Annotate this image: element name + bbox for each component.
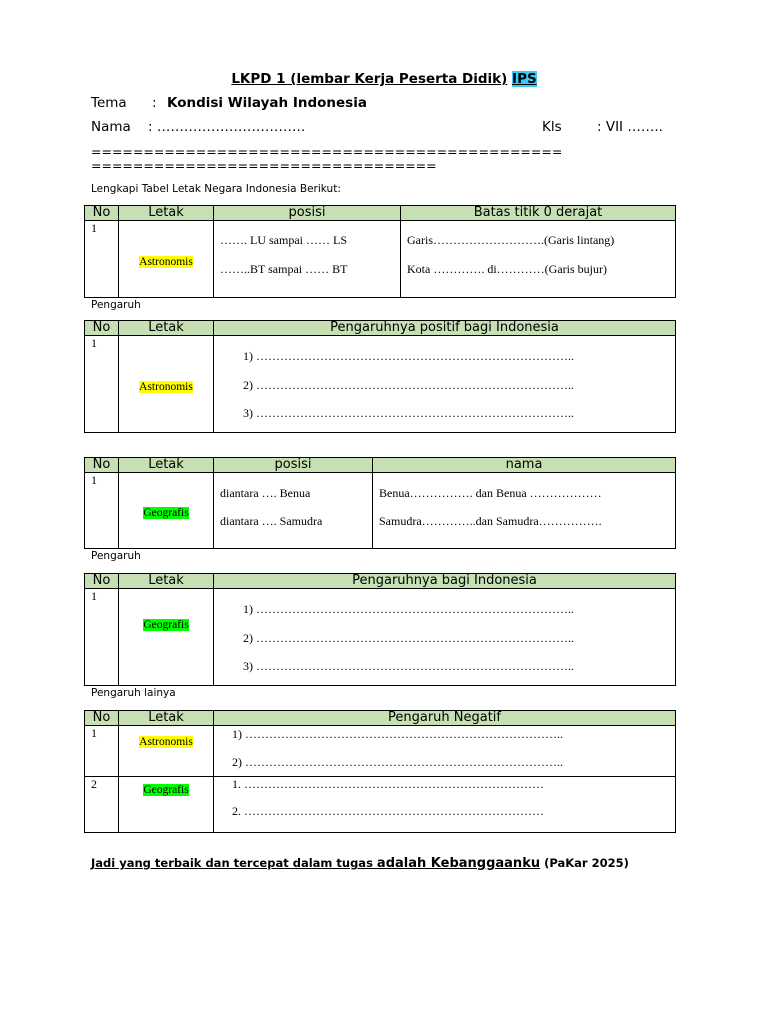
footer-motto [91, 856, 629, 871]
col-header-no: No [85, 206, 119, 221]
letak-astronomis: Astronomis [139, 736, 193, 748]
table-astronomis-posisi [84, 205, 676, 298]
letak-astronomis: Astronomis [139, 255, 193, 268]
row-number [85, 473, 119, 549]
label-pengaruh: Pengaruh [91, 299, 141, 311]
pengaruh-item-1[interactable]: 1) …………………………………………………………………….. [243, 602, 574, 616]
page-title [0, 71, 768, 87]
pengaruh-item-2[interactable]: 2) …………………………………………………………………….. [243, 631, 574, 645]
batas-garis-field[interactable]: Garis……………………….(Garis lintang) [407, 233, 615, 247]
posisi-cell [214, 473, 373, 549]
kls-label: Kls [542, 119, 562, 135]
table-pengaruh-negatif [84, 710, 676, 833]
letak-geografis: Geografis [143, 619, 189, 631]
letak-cell [119, 777, 214, 833]
separator-line-1: ============================================= [91, 144, 563, 159]
footer-part-3: (PaKar 2025) [540, 856, 629, 870]
col-header-letak: Letak [119, 206, 214, 221]
col-header-no: No [85, 574, 119, 589]
row-number [85, 726, 119, 777]
col-header-pengaruh-negatif: Pengaruh Negatif [214, 711, 676, 726]
tema-value: Kondisi Wilayah Indonesia [167, 95, 367, 111]
tema-colon: : [152, 95, 157, 111]
batas-kota-field[interactable]: Kota …………. di…………(Garis bujur) [407, 262, 607, 276]
separator-line-2: ================================= [91, 158, 437, 173]
letak-geografis: Geografis [143, 507, 189, 519]
nama-cell [373, 473, 676, 549]
posisi-lintang-field[interactable]: ……. LU sampai …… LS [220, 233, 347, 247]
col-header-posisi: posisi [214, 206, 401, 221]
label-pengaruh-lainya: Pengaruh lainya [91, 687, 176, 699]
letak-cell [119, 589, 214, 686]
title-main: LKPD 1 (lembar Kerja Peserta Didik) [231, 71, 508, 87]
col-header-pengaruh-positif: Pengaruhnya positif bagi Indonesia [214, 321, 676, 336]
row-number [85, 777, 119, 833]
row-number [85, 589, 119, 686]
tema-label: Tema [91, 95, 127, 111]
col-header-letak: Letak [119, 321, 214, 336]
col-header-no: No [85, 458, 119, 473]
col-header-no: No [85, 321, 119, 336]
negatif-geografis-item-1[interactable]: 1. ………………………………………………………………… [232, 777, 544, 791]
col-header-nama: nama [373, 458, 676, 473]
col-header-batas: Batas titik 0 derajat [401, 206, 676, 221]
posisi-cell [214, 221, 401, 298]
row-number-text: 2 [91, 777, 97, 791]
pengaruh-item-3[interactable]: 3) …………………………………………………………………….. [243, 659, 574, 673]
batas-cell [401, 221, 676, 298]
table-geografis-posisi [84, 457, 676, 549]
letak-cell [119, 726, 214, 777]
negatif-astronomis-item-1[interactable]: 1) …………………………………………………………………….. [232, 727, 563, 741]
letak-geografis: Geografis [143, 784, 189, 796]
row-number-text: 1 [91, 221, 97, 235]
letak-astronomis: Astronomis [139, 380, 193, 393]
negatif-geografis-item-2[interactable]: 2. ………………………………………………………………… [232, 804, 544, 818]
footer-part-1: Jadi yang terbaik dan tercepat dalam tugas [91, 856, 377, 870]
footer-part-2: adalah Kebanggaanku [376, 856, 541, 871]
col-header-letak: Letak [119, 711, 214, 726]
label-pengaruh: Pengaruh [91, 550, 141, 562]
nama-field[interactable]: : …………………………… [148, 119, 306, 135]
pengaruh-item-1[interactable]: 1) …………………………………………………………………….. [243, 349, 574, 363]
posisi-samudra-field[interactable]: diantara …. Samudra [220, 514, 323, 528]
pengaruh-item-2[interactable]: 2) …………………………………………………………………….. [243, 378, 574, 392]
pengaruh-list-cell [214, 336, 676, 433]
row-number-text: 1 [91, 726, 97, 740]
title-ips: IPS [512, 71, 537, 87]
row-number-text: 1 [91, 473, 97, 487]
pengaruh-list-cell [214, 589, 676, 686]
table-pengaruh-astronomis [84, 320, 676, 433]
negatif-list-cell [214, 777, 676, 833]
col-header-letak: Letak [119, 458, 214, 473]
row-number [85, 336, 119, 433]
nama-benua-field[interactable]: Benua……………. dan Benua ……………… [379, 486, 602, 500]
col-header-posisi: posisi [214, 458, 373, 473]
instruction-text: Lengkapi Tabel Letak Negara Indonesia Berikut: [91, 183, 341, 195]
letak-cell [119, 221, 214, 298]
col-header-letak: Letak [119, 574, 214, 589]
table-pengaruh-geografis [84, 573, 676, 686]
row-number-text: 1 [91, 589, 97, 603]
posisi-benua-field[interactable]: diantara …. Benua [220, 486, 311, 500]
posisi-bujur-field[interactable]: ……..BT sampai …… BT [220, 262, 348, 276]
row-number [85, 221, 119, 298]
pengaruh-item-3[interactable]: 3) …………………………………………………………………….. [243, 406, 574, 420]
col-header-pengaruh: Pengaruhnya bagi Indonesia [214, 574, 676, 589]
letak-cell [119, 473, 214, 549]
row-number-text: 1 [91, 336, 97, 350]
negatif-list-cell [214, 726, 676, 777]
negatif-astronomis-item-2[interactable]: 2) …………………………………………………………………….. [232, 755, 563, 769]
nama-samudra-field[interactable]: Samudra…………..dan Samudra……………. [379, 514, 602, 528]
nama-label: Nama [91, 119, 131, 135]
letak-cell [119, 336, 214, 433]
col-header-no: No [85, 711, 119, 726]
kls-field[interactable]: : VII …….. [597, 119, 663, 135]
